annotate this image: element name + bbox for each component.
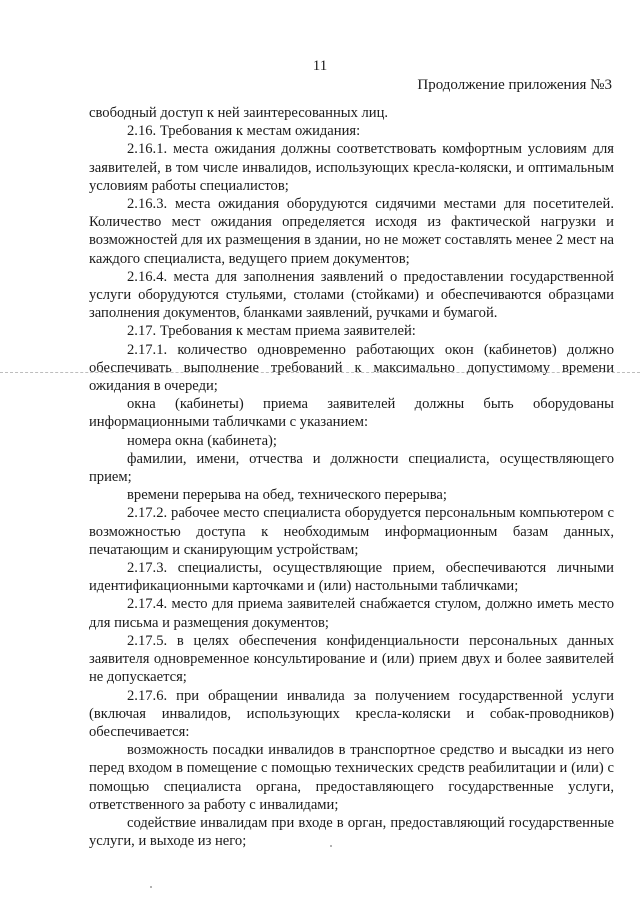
paragraph: 2.17.2. рабочее место специалиста оборудуется персональным компьютером с возможностью доступа к необходимым информационным базам данных, печатающим и сканирующим устройствам; xyxy=(89,505,614,558)
paragraph: 2.17. Требования к местам приема заявителей: xyxy=(127,323,416,340)
paragraph: номера окна (кабинета); xyxy=(127,432,277,449)
page-number: 11 xyxy=(312,58,328,74)
paragraph: времени перерыва на обед, технического перерыва; xyxy=(127,487,447,504)
paragraph: свободный доступ к ней заинтересованных лиц. xyxy=(89,105,389,121)
paragraph: 2.17.3. специалисты, осуществляющие прием, обеспечиваются личными идентификационными карточками и (или) настольными табличками; xyxy=(89,560,614,595)
paragraph: 2.16.3. места ожидания оборудуются сидячими местами для посетителей. Количество мест ожидания определяется исходя из фактической нагрузки и возможностей для их размещения в здании, но не может составлять менее 2 мест на каждого специалиста, ведущего прием документов; xyxy=(89,196,614,267)
paragraph: 2.17.5. в целях обеспечения конфиденциальности персональных данных заявителя одновременное консультирование и (или) прием двух и более заявителей не допускается; xyxy=(89,632,614,686)
paragraph: 2.16. Требования к местам ожидания: xyxy=(127,123,361,140)
paragraph: 2.17.4. место для приема заявителей снабжается стулом, должно иметь место для письма и размещения документов; xyxy=(89,596,614,631)
paragraph: 2.17.6. при обращении инвалида за получением государственной услуги (включая инвалидов, использующих кресла-коляски и собак-проводников) обеспечивается: xyxy=(89,687,614,740)
paragraph: содействие инвалидам при входе в орган, предоставляющий государственные услуги, и выходе из него; xyxy=(89,814,614,850)
scan-artifact-dot xyxy=(150,886,152,888)
paragraph: 2.17.1. количество одновременно работающих окон (кабинетов) должно обеспечивать выполнение требований к максимально допустимому времени ожидания в очереди; xyxy=(89,341,614,395)
paragraph: 2.16.1. места ожидания должны соответствовать комфортным условиям для заявителей, в том числе инвалидов, использующих кресла-коляски, и оптимальным условиям работы специалистов; xyxy=(89,141,614,194)
continuation-label: Продолжение приложения №3 xyxy=(417,77,612,93)
document-body xyxy=(89,104,614,850)
paragraph: 2.16.4. места для заполнения заявлений о предоставлении государственной услуги оборудуются стульями, столами (стойками) и обеспечиваются образцами заполнения документов, бланками заявлений, ручками и бумагой. xyxy=(89,268,614,322)
paragraph: возможность посадки инвалидов в транспортное средство и высадки из него перед входом в помещение с помощью технических средств реабилитации и (или) с помощью специалиста органа, предоставляющего государственные услуги, ответственного за работу с инвалидами; xyxy=(89,742,614,813)
paragraph: окна (кабинеты) приема заявителей должны быть оборудованы информационными табличками с указанием: xyxy=(89,396,614,431)
paragraph: фамилии, имени, отчества и должности специалиста, осуществляющего прием; xyxy=(89,450,614,486)
